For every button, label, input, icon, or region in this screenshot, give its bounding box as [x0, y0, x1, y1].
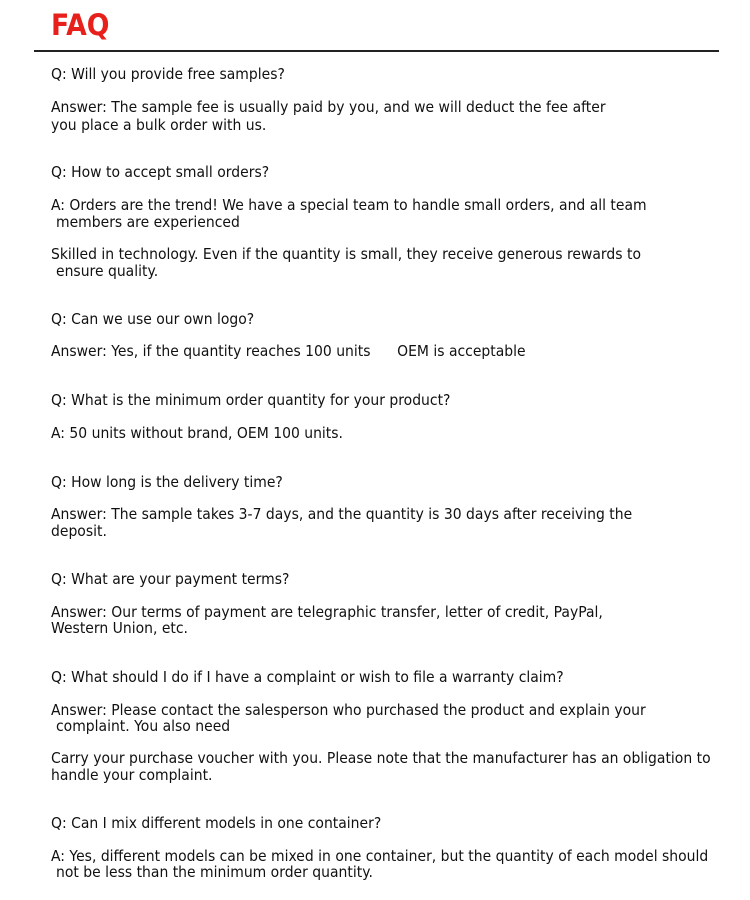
faq-question: Q: How long is the delivery time?: [51, 473, 283, 491]
page-title: FAQ: [51, 8, 110, 42]
faq-question: Q: What should I do if I have a complaint or wish to file a warranty claim?: [51, 668, 564, 686]
title-divider: [34, 50, 719, 52]
faq-answer-line: Answer: Please contact the salesperson who purchased the product and explain your: [51, 701, 646, 719]
faq-answer-line: you place a bulk order with us.: [51, 116, 267, 134]
faq-answer-line: ensure quality.: [56, 262, 159, 280]
faq-answer-line: members are experienced: [56, 213, 240, 231]
faq-answer-line: A: 50 units without brand, OEM 100 units.: [51, 424, 343, 442]
faq-question: Q: Can I mix different models in one container?: [51, 814, 382, 832]
faq-answer-line: not be less than the minimum order quantity.: [56, 863, 373, 881]
faq-answer-line: Western Union, etc.: [51, 619, 188, 637]
faq-question: Q: What is the minimum order quantity for your product?: [51, 391, 451, 409]
faq-answer-line: A: Orders are the trend! We have a special team to handle small orders, and all team: [51, 196, 647, 214]
faq-question: Q: Can we use our own logo?: [51, 310, 255, 328]
faq-answer-line: A: Yes, different models can be mixed in one container, but the quantity of each model should: [51, 847, 709, 865]
faq-answer-line: Answer: Our terms of payment are telegraphic transfer, letter of credit, PayPal,: [51, 603, 603, 621]
faq-answer-line: handle your complaint.: [51, 766, 213, 784]
faq-answer-line: deposit.: [51, 522, 107, 540]
faq-answer-line: complaint. You also need: [56, 717, 231, 735]
faq-question: Q: Will you provide free samples?: [51, 65, 285, 83]
faq-answer-line: Answer: The sample fee is usually paid by you, and we will deduct the fee after: [51, 98, 606, 116]
faq-question: Q: What are your payment terms?: [51, 570, 290, 588]
faq-answer-line: Skilled in technology. Even if the quantity is small, they receive generous rewards to: [51, 245, 641, 263]
faq-question: Q: How to accept small orders?: [51, 163, 270, 181]
faq-answer-line: Carry your purchase voucher with you. Please note that the manufacturer has an obligation to: [51, 749, 711, 767]
faq-answer-line: Answer: Yes, if the quantity reaches 100 units OEM is acceptable: [51, 342, 526, 360]
faq-answer-line: Answer: The sample takes 3-7 days, and the quantity is 30 days after receiving the: [51, 505, 633, 523]
